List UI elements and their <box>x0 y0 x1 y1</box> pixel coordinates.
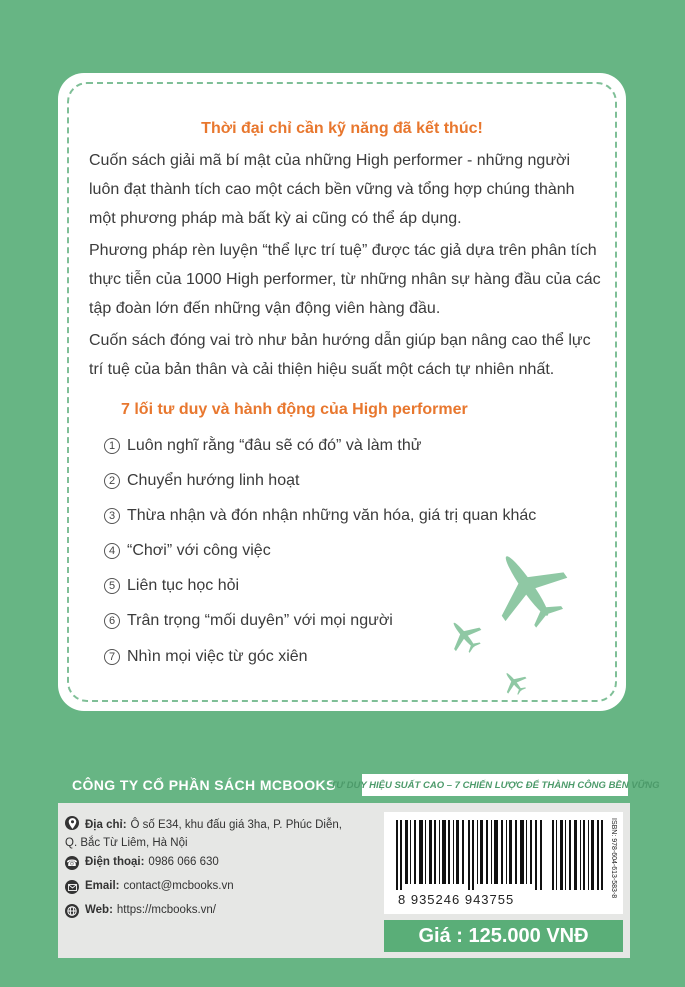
publisher-footer <box>58 768 660 958</box>
web-label: Web: <box>85 904 113 916</box>
website-link[interactable]: https://mcbooks.vn/ <box>116 904 216 916</box>
airplane-icon <box>501 669 527 695</box>
list-item <box>104 540 271 562</box>
airplane-icon <box>446 617 482 653</box>
list-item <box>104 470 299 492</box>
list-number: 2 <box>104 473 120 489</box>
list-text: Thừa nhận và đón nhận những văn hóa, giá trị quan khác <box>127 507 537 524</box>
airplane-icon <box>486 545 568 627</box>
email-address[interactable]: contact@mcbooks.vn <box>123 880 234 892</box>
book-slogan: TƯ DUY HIỆU SUẤT CAO – 7 CHIẾN LƯỢC ĐỂ THÀNH CÔNG BỀN VỮNG <box>362 774 628 796</box>
heading: Thời đại chỉ cần kỹ năng đã kết thúc! <box>201 120 483 137</box>
isbn-text: ISBN: 978-604-613-583-8 <box>610 818 617 899</box>
location-icon <box>65 816 79 830</box>
list-text: Nhìn mọi việc từ góc xiên <box>127 648 308 665</box>
list-number: 3 <box>104 508 120 524</box>
list-number: 5 <box>104 578 120 594</box>
email-row <box>65 880 234 894</box>
list-item <box>104 610 393 632</box>
phone-row <box>65 856 219 870</box>
list-item <box>104 505 536 527</box>
ean-barcode <box>396 820 546 890</box>
barcode-area <box>384 812 623 914</box>
list-number: 6 <box>104 613 120 629</box>
email-label: Email: <box>85 880 120 892</box>
list-text: Chuyển hướng linh hoạt <box>127 472 300 489</box>
web-row <box>65 904 216 918</box>
list-number: 1 <box>104 438 120 454</box>
address-line-2: Q. Bắc Từ Liêm, Hà Nội <box>65 837 188 849</box>
phone-icon: ☎ <box>65 856 79 870</box>
addon-barcode <box>552 820 604 890</box>
address-row <box>65 816 342 852</box>
footer-band <box>58 768 660 803</box>
email-icon <box>65 880 79 894</box>
list-text: Luôn nghĩ rằng “đâu sẽ có đó” và làm thử <box>127 437 422 454</box>
back-cover-card <box>58 73 626 711</box>
phone-label: Điện thoại: <box>85 856 145 868</box>
paragraph-1: Cuốn sách giải mã bí mật của những High performer - những người luôn đạt thành tích cao một cách bền vững và tổng hợp chúng thành một phương pháp mà bất kỳ ai cũng có thể áp dụng. <box>89 152 575 227</box>
barcode-number: 8 935246 943755 <box>398 892 515 907</box>
list-text: Liên tục học hỏi <box>127 577 240 594</box>
list-text: “Chơi” với công việc <box>127 542 271 559</box>
list-title: 7 lối tư duy và hành động của High performer <box>121 401 468 418</box>
address-label: Địa chỉ: <box>85 819 127 831</box>
price: Giá : 125.000 VNĐ <box>384 920 623 952</box>
phone-number: 0986 066 630 <box>148 856 219 868</box>
company-name: CÔNG TY CỔ PHẦN SÁCH MCBOOKS <box>72 777 336 793</box>
web-icon <box>65 904 79 918</box>
list-item <box>104 435 421 457</box>
paragraph-2: Phương pháp rèn luyện “thể lực trí tuệ” được tác giả dựa trên phân tích thực tiễn của 1000 High performer, từ những nhân sự hàng đầu của các tập đoàn lớn đến những vận động viên hàng đầu. <box>89 242 601 317</box>
list-item <box>104 646 308 668</box>
list-item <box>104 575 239 597</box>
address-line-1: Ô số E34, khu đấu giá 3ha, P. Phúc Diễn, <box>130 819 342 831</box>
list-text: Trân trọng “mối duyên” với mọi người <box>127 612 393 629</box>
list-number: 4 <box>104 543 120 559</box>
paragraph-3: Cuốn sách đóng vai trò như bản hướng dẫn giúp bạn nâng cao thể lực trí tuệ của bản thân và cải thiện hiệu suất một cách tự nhiên nhất. <box>89 332 591 378</box>
list-number: 7 <box>104 649 120 665</box>
